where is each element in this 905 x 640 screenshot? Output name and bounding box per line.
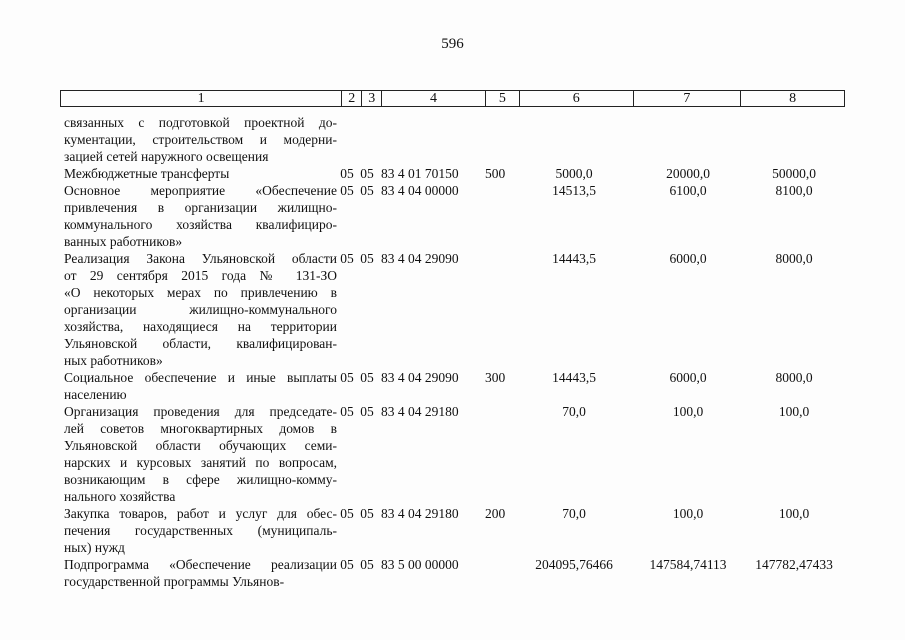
header-col-4: 4	[381, 91, 485, 106]
description-line: нарских и курсовых занятий по вопросам,	[64, 455, 337, 470]
row-description	[60, 165, 337, 182]
description-line: Реализация Закона Ульяновской области	[64, 251, 337, 266]
row-col-2: 05	[340, 166, 354, 181]
table-row	[60, 165, 845, 182]
description-line: хозяйства, находящиеся на территории	[64, 319, 337, 334]
row-col-3: 05	[360, 404, 374, 419]
row-col-6: 70,0	[562, 506, 586, 521]
description-line: нального хозяйства	[64, 489, 176, 504]
row-description	[60, 182, 337, 250]
row-col-4: 83 4 04 00000	[381, 183, 459, 198]
row-col-6	[515, 114, 633, 165]
row-col-7: 6100,0	[669, 183, 707, 198]
description-line: ных) нужд	[64, 540, 125, 555]
row-col-5	[485, 403, 515, 505]
row-col-2: 05	[340, 370, 354, 385]
row-col-6: 14443,5	[552, 251, 596, 266]
description-line: кументации, строительством и модерни-	[64, 132, 337, 147]
row-description	[60, 369, 337, 403]
table-row	[60, 369, 845, 403]
header-col-1: 1	[197, 91, 205, 106]
header-col-6: 6	[519, 91, 633, 106]
row-col-8: 100,0	[778, 506, 810, 521]
table-body	[60, 114, 845, 590]
row-col-5	[485, 182, 515, 250]
description-line: Основное мероприятие «Обеспечение	[64, 183, 337, 198]
description-line: печения государственных (муниципаль-	[64, 523, 337, 538]
row-col-5: 200	[485, 506, 506, 521]
table-row	[60, 556, 845, 590]
table-row	[60, 250, 845, 369]
header-col-2: 2	[341, 91, 361, 106]
row-col-3: 05	[360, 370, 374, 385]
description-line: привлечения в организации жилищно-	[64, 200, 337, 215]
row-col-7: 6000,0	[669, 251, 707, 266]
row-col-4	[377, 114, 485, 165]
row-col-8: 147782,47433	[755, 557, 833, 572]
row-col-6: 14443,5	[552, 370, 596, 385]
header-col-7: 7	[633, 91, 741, 106]
row-col-3: 05	[360, 506, 374, 521]
row-col-2: 05	[340, 251, 354, 266]
row-col-4: 83 4 04 29180	[381, 506, 459, 521]
row-col-2	[337, 114, 357, 165]
row-col-8	[743, 114, 845, 165]
row-col-3: 05	[360, 183, 374, 198]
row-col-3	[357, 114, 377, 165]
row-col-7: 100,0	[672, 404, 704, 419]
row-col-7: 147584,74113	[649, 557, 727, 572]
row-col-3: 05	[360, 557, 374, 572]
description-line: Закупка товаров, работ и услуг для обес-	[64, 506, 337, 521]
row-col-4: 83 4 04 29090	[381, 370, 459, 385]
row-col-2: 05	[340, 506, 354, 521]
description-line: лей советов многоквартирных домов в	[64, 421, 337, 436]
header-col-3: 3	[361, 91, 381, 106]
row-description	[60, 556, 337, 590]
table-row	[60, 403, 845, 505]
description-line: населению	[64, 387, 127, 402]
row-col-7	[633, 114, 743, 165]
description-line: Социальное обеспечение и иные выплаты	[64, 370, 337, 385]
row-col-7: 6000,0	[669, 370, 707, 385]
row-description	[60, 114, 337, 165]
row-col-8: 8100,0	[775, 183, 813, 198]
description-line: зацией сетей наружного освещения	[64, 149, 269, 164]
row-description	[60, 505, 337, 556]
table-row	[60, 114, 845, 165]
row-col-5: 500	[485, 166, 506, 181]
row-col-2: 05	[340, 557, 354, 572]
header-col-5: 5	[485, 91, 519, 106]
description-line: государственной программы Ульянов-	[64, 574, 285, 589]
description-line: Подпрограмма «Обеспечение реализации	[64, 557, 337, 572]
row-col-3: 05	[360, 166, 374, 181]
row-col-7: 100,0	[672, 506, 704, 521]
row-col-8: 100,0	[778, 404, 810, 419]
row-col-4: 83 4 04 29090	[381, 251, 459, 266]
description-line: Межбюджетные трансферты	[64, 166, 230, 181]
row-col-5: 300	[485, 370, 506, 385]
description-line: Организация проведения для председате-	[64, 404, 337, 419]
row-col-2: 05	[340, 183, 354, 198]
row-description	[60, 250, 337, 369]
row-col-6: 70,0	[562, 404, 586, 419]
description-line: возникающим в сфере жилищно-комму-	[64, 472, 337, 487]
row-col-8: 50000,0	[772, 166, 816, 181]
row-col-4: 83 5 00 00000	[381, 557, 459, 572]
row-description	[60, 403, 337, 505]
description-line: от 29 сентября 2015 года № 131-ЗО	[64, 268, 337, 283]
row-col-8: 8000,0	[775, 370, 813, 385]
header-col-8: 8	[740, 91, 844, 106]
row-col-6: 5000,0	[555, 166, 593, 181]
row-col-5	[485, 250, 515, 369]
description-line: Ульяновской области, квалифицирован-	[64, 336, 337, 351]
table-row	[60, 505, 845, 556]
row-col-3: 05	[360, 251, 374, 266]
table-row	[60, 182, 845, 250]
row-col-6: 204095,76466	[535, 557, 613, 572]
description-line: Ульяновской области обучающих семи-	[64, 438, 337, 453]
row-col-8: 8000,0	[775, 251, 813, 266]
description-line: ванных работников»	[64, 234, 183, 249]
row-col-2: 05	[340, 404, 354, 419]
description-line: организации жилищно-коммунального	[64, 302, 337, 317]
page-number: 596	[441, 36, 464, 52]
description-line: «О некоторых мерах по привлечению в	[64, 285, 337, 300]
row-col-4: 83 4 01 70150	[381, 166, 459, 181]
row-col-5	[485, 556, 515, 590]
row-col-4: 83 4 04 29180	[381, 404, 459, 419]
description-line: связанных с подготовкой проектной до-	[64, 115, 337, 130]
row-col-5	[485, 114, 515, 165]
row-col-6: 14513,5	[552, 183, 596, 198]
row-col-7: 20000,0	[666, 166, 710, 181]
table-header	[60, 90, 845, 107]
description-line: коммунального хозяйства квалифициро-	[64, 217, 337, 232]
description-line: ных работников»	[64, 353, 163, 368]
